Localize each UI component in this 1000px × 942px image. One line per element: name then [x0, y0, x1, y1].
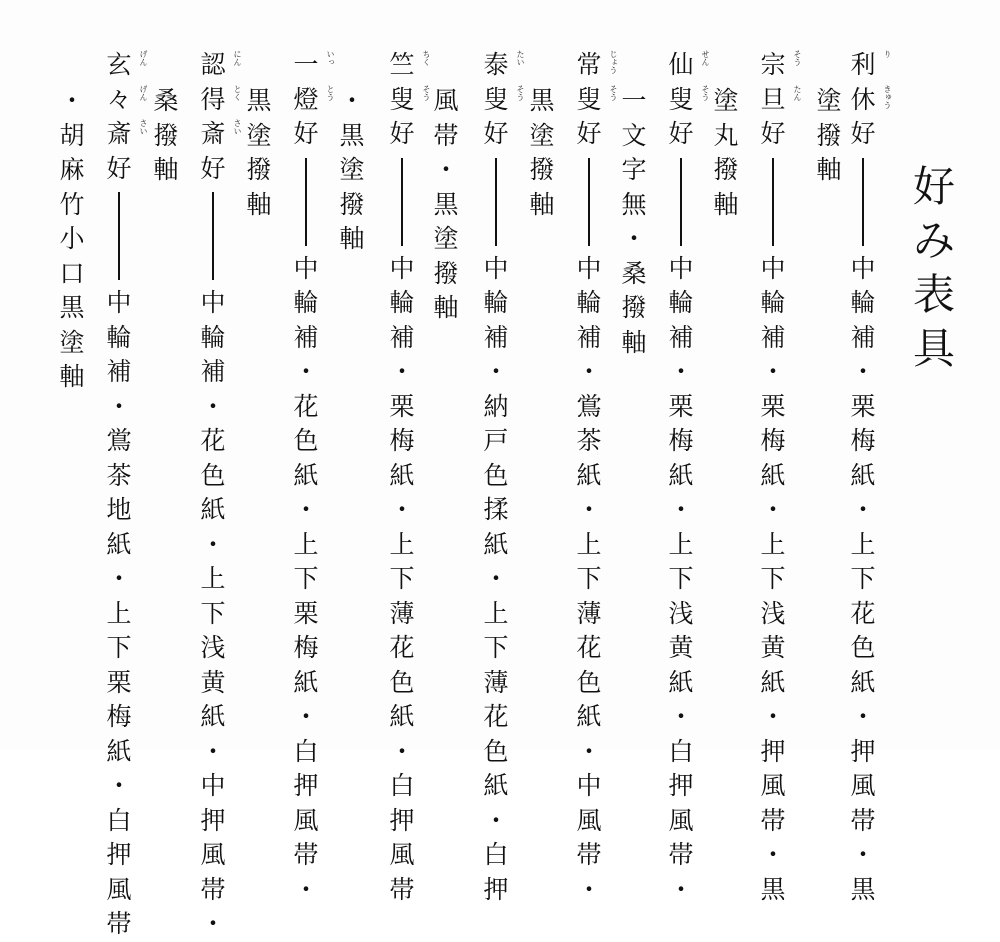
- text-char: 風: [389, 840, 415, 869]
- text-char: 輪: [668, 288, 694, 317]
- text-char: 字: [621, 155, 647, 184]
- text-char: 下: [200, 598, 226, 628]
- text-char: 紙: [576, 702, 602, 731]
- text-char: 紙: [293, 667, 319, 697]
- text-char: 上: [483, 598, 509, 628]
- text-char: 下: [850, 564, 876, 593]
- text-char: 花: [293, 391, 319, 421]
- long-dash: [103, 186, 135, 286]
- long-dash: [480, 152, 512, 252]
- text-char: 色: [850, 633, 876, 662]
- text-char: 文: [621, 120, 647, 150]
- text-char: 浅: [668, 598, 694, 628]
- text-char: 梅: [293, 633, 319, 662]
- text-char: 軸: [246, 189, 272, 219]
- text-char: 下: [106, 633, 132, 662]
- text-char: 白: [668, 736, 694, 766]
- furigana: たん: [793, 84, 802, 101]
- text-char: 斎 さい: [106, 119, 148, 148]
- text-char: 輪: [483, 288, 509, 317]
- text-char: 黄: [200, 667, 226, 697]
- text-char: 鴬: [106, 426, 132, 455]
- text-char: 白: [106, 805, 132, 835]
- text-char: 黒: [850, 874, 876, 904]
- text-char: 輪: [200, 322, 226, 352]
- text-char: 梅: [668, 426, 694, 455]
- text-column: [336, 84, 368, 257]
- text-char: 塗: [433, 224, 459, 253]
- text-char: 好: [576, 119, 602, 148]
- text-column: [103, 48, 148, 942]
- text-char: ・: [576, 495, 602, 524]
- text-column: [56, 84, 88, 395]
- text-char: 補: [668, 322, 694, 352]
- text-char: 無: [621, 189, 647, 219]
- text-char: 薄: [389, 598, 415, 628]
- furigana: そう: [609, 84, 618, 101]
- text-char: 麻: [59, 155, 85, 184]
- text-char: 浅: [760, 598, 786, 628]
- text-char: 白: [483, 840, 509, 869]
- text-char: 紙: [483, 529, 509, 559]
- text-char: 軸: [433, 293, 459, 322]
- text-char: 軸: [153, 155, 179, 184]
- text-char: 好: [106, 153, 132, 183]
- text-char: ・: [200, 391, 226, 421]
- title-char: 具: [912, 324, 957, 373]
- text-char: ・: [293, 702, 319, 731]
- text-column: [290, 48, 335, 907]
- furigana: げん: [139, 84, 148, 101]
- text-char: 紙: [106, 529, 132, 559]
- text-char: 利 り: [850, 50, 892, 79]
- text-char: 小: [59, 224, 85, 253]
- long-dash: [847, 152, 879, 252]
- text-char: ・: [668, 357, 694, 386]
- text-char: 輪: [293, 288, 319, 317]
- furigana: きゅう: [883, 84, 892, 109]
- text-char: ・: [293, 874, 319, 904]
- text-char: 一: [621, 86, 647, 115]
- text-char: 軸: [339, 224, 365, 253]
- text-char: 輪: [760, 288, 786, 317]
- text-column: [386, 48, 431, 907]
- text-char: 風: [760, 771, 786, 800]
- text-char: 栗: [668, 391, 694, 421]
- long-dash: [386, 152, 418, 252]
- text-char: 押: [483, 874, 509, 904]
- text-char: 風: [106, 874, 132, 904]
- text-char: 納: [483, 391, 509, 421]
- text-char: 常 じょう: [576, 50, 618, 79]
- furigana: たい: [516, 50, 525, 66]
- text-char: 風: [850, 771, 876, 800]
- text-column: [813, 84, 845, 188]
- text-char: 補: [850, 322, 876, 352]
- text-char: ・: [483, 805, 509, 835]
- text-char: 帯: [293, 840, 319, 869]
- text-char: 中: [668, 253, 694, 283]
- text-char: 上: [200, 564, 226, 593]
- text-char: ・: [433, 155, 459, 184]
- text-char: 中: [576, 253, 602, 283]
- text-char: 梅: [106, 702, 132, 731]
- text-char: 紙: [106, 736, 132, 766]
- text-char: ・: [59, 86, 85, 115]
- text-char: 中: [389, 253, 415, 283]
- text-column: [710, 84, 742, 222]
- text-char: 一 いっ: [293, 50, 335, 79]
- text-char: ・: [668, 874, 694, 904]
- text-char: ・: [621, 224, 647, 253]
- text-char: 押: [760, 736, 786, 766]
- text-char: 帯: [850, 805, 876, 835]
- text-char: 下: [760, 564, 786, 593]
- text-char: 中: [483, 253, 509, 283]
- text-char: 塗: [246, 120, 272, 150]
- text-char: 撥: [433, 258, 459, 288]
- long-dash: [197, 186, 229, 286]
- title-char: 表: [912, 270, 957, 319]
- furigana: げん: [139, 50, 148, 66]
- text-char: 戸: [483, 426, 509, 455]
- text-char: 風: [668, 805, 694, 835]
- text-char: 黒: [246, 86, 272, 115]
- text-char: 塗: [339, 155, 365, 184]
- text-char: 下: [389, 564, 415, 593]
- text-char: 旦 たん: [760, 84, 802, 114]
- long-dash: [290, 152, 322, 252]
- text-char: 竺 ちく: [389, 50, 431, 79]
- text-column: [618, 84, 650, 360]
- text-char: 認 にん: [200, 50, 242, 79]
- text-char: ・: [850, 357, 876, 386]
- furigana: さい: [233, 119, 242, 135]
- text-char: 宗 そう: [760, 50, 802, 79]
- text-char: 中: [293, 253, 319, 283]
- text-char: 下: [576, 564, 602, 593]
- text-char: 丸: [713, 120, 739, 150]
- text-char: 補: [293, 322, 319, 352]
- text-char: 下: [483, 633, 509, 662]
- text-char: 撥: [339, 189, 365, 219]
- text-char: ・: [389, 736, 415, 766]
- text-char: 撥: [713, 155, 739, 184]
- text-char: 上: [760, 529, 786, 559]
- text-char: 押: [668, 771, 694, 800]
- text-char: 帯: [200, 874, 226, 904]
- text-char: ・: [576, 357, 602, 386]
- text-char: 撥: [246, 155, 272, 184]
- text-column: [197, 48, 242, 942]
- text-char: 補: [200, 357, 226, 386]
- furigana: とく: [233, 84, 242, 101]
- text-char: 補: [576, 322, 602, 352]
- text-char: 塗: [816, 86, 842, 115]
- furigana: いっ: [326, 50, 335, 66]
- text-char: 叟 そう: [389, 84, 431, 114]
- text-char: 上: [293, 529, 319, 559]
- text-char: 薄: [483, 667, 509, 697]
- text-column: [526, 84, 558, 222]
- text-char: 中: [200, 288, 226, 317]
- text-char: 補: [106, 357, 132, 386]
- text-char: ・: [483, 564, 509, 593]
- text-char: ・: [483, 357, 509, 386]
- text-char: 撥: [153, 120, 179, 150]
- text-char: 上: [389, 529, 415, 559]
- text-char: 栗: [106, 667, 132, 697]
- text-char: 撥: [816, 120, 842, 150]
- text-char: ・: [760, 702, 786, 731]
- text-column: [430, 84, 462, 326]
- text-char: 色: [576, 667, 602, 697]
- text-char: 黄: [760, 633, 786, 662]
- text-char: ・: [850, 702, 876, 731]
- text-char: ・: [200, 529, 226, 559]
- text-char: 好: [389, 119, 415, 148]
- text-char: 風: [200, 840, 226, 869]
- text-char: 紙: [293, 460, 319, 490]
- text-char: ・: [576, 736, 602, 766]
- text-char: 色: [293, 426, 319, 455]
- text-char: 輪: [389, 288, 415, 317]
- text-char: 黒: [529, 86, 555, 115]
- text-char: 輪: [576, 288, 602, 317]
- text-char: 中: [760, 253, 786, 283]
- text-char: 紙: [576, 460, 602, 490]
- text-char: 中: [200, 771, 226, 800]
- text-char: 軸: [59, 362, 85, 391]
- text-char: ・: [668, 702, 694, 731]
- furigana: そう: [793, 50, 802, 66]
- text-char: 花: [483, 702, 509, 731]
- text-char: 口: [59, 258, 85, 288]
- text-char: ・: [106, 771, 132, 800]
- furigana: せん: [701, 50, 710, 66]
- text-char: 紙: [483, 771, 509, 800]
- text-char: ・: [576, 874, 602, 904]
- text-char: ・: [389, 357, 415, 386]
- text-char: 梅: [760, 426, 786, 455]
- text-char: 梅: [850, 426, 876, 455]
- text-char: 叟 そう: [483, 84, 525, 114]
- text-char: 々 げん: [106, 84, 148, 114]
- title-char: 好: [912, 162, 957, 211]
- text-char: 押: [850, 736, 876, 766]
- furigana: り: [883, 50, 892, 58]
- text-char: 得 とく: [200, 84, 242, 114]
- text-char: ・: [339, 86, 365, 115]
- text-char: 黄: [668, 633, 694, 662]
- long-dash: [573, 152, 605, 252]
- text-char: 薄: [576, 598, 602, 628]
- text-char: 紙: [850, 460, 876, 490]
- text-column: [243, 84, 275, 222]
- text-column: [573, 48, 618, 907]
- text-char: 押: [293, 771, 319, 800]
- text-char: 茶: [106, 460, 132, 490]
- text-char: 白: [389, 771, 415, 800]
- text-char: 帯: [106, 909, 132, 938]
- text-char: ・: [200, 909, 226, 938]
- text-char: ・: [760, 357, 786, 386]
- text-char: 桑: [153, 86, 179, 115]
- text-char: 押: [389, 805, 415, 835]
- furigana: にん: [233, 50, 242, 66]
- text-char: 好: [760, 119, 786, 148]
- text-char: 仙 せん: [668, 50, 710, 79]
- text-char: 帯: [433, 120, 459, 150]
- text-char: 紙: [850, 667, 876, 697]
- text-char: 地: [106, 495, 132, 524]
- text-char: 斎 さい: [200, 119, 242, 148]
- text-char: 花: [850, 598, 876, 628]
- text-char: 風: [433, 86, 459, 115]
- text-char: 軸: [713, 189, 739, 219]
- text-column: [150, 84, 182, 188]
- text-char: ・: [106, 391, 132, 421]
- text-char: 胡: [59, 120, 85, 150]
- text-char: 軸: [529, 189, 555, 219]
- text-char: ・: [106, 564, 132, 593]
- text-char: 黒: [433, 189, 459, 219]
- text-column: [665, 48, 710, 907]
- text-char: ・: [760, 495, 786, 524]
- text-char: 桑: [621, 258, 647, 288]
- text-char: 上: [850, 529, 876, 559]
- text-column: [757, 48, 802, 907]
- text-char: 風: [293, 805, 319, 835]
- text-char: 押: [106, 840, 132, 869]
- text-char: 梅: [389, 426, 415, 455]
- text-char: 中: [576, 771, 602, 800]
- text-char: 叟 そう: [668, 84, 710, 114]
- text-char: 栗: [850, 391, 876, 421]
- text-char: 上: [668, 529, 694, 559]
- text-char: 黒: [59, 293, 85, 322]
- text-char: ・: [293, 357, 319, 386]
- text-char: 紙: [668, 460, 694, 490]
- page-title: [905, 160, 965, 376]
- text-char: ・: [389, 495, 415, 524]
- text-char: 好: [668, 119, 694, 148]
- text-char: 好: [483, 119, 509, 148]
- text-char: 輪: [850, 288, 876, 317]
- text-char: 花: [200, 426, 226, 455]
- text-char: 上: [106, 598, 132, 628]
- text-char: 輪: [106, 322, 132, 352]
- text-char: ・: [760, 840, 786, 869]
- text-char: ・: [200, 736, 226, 766]
- text-char: 竹: [59, 189, 85, 219]
- text-char: 上: [576, 529, 602, 559]
- text-char: ・: [293, 495, 319, 524]
- text-char: 色: [483, 460, 509, 490]
- furigana: そう: [701, 84, 710, 101]
- text-char: 叟 そう: [576, 84, 618, 114]
- text-char: 軸: [621, 327, 647, 357]
- text-char: 撥: [529, 155, 555, 184]
- text-char: 帯: [668, 840, 694, 869]
- text-char: 栗: [389, 391, 415, 421]
- text-char: 帯: [389, 874, 415, 904]
- text-char: 軸: [816, 155, 842, 184]
- text-char: 好: [850, 119, 876, 148]
- text-char: 燈 とう: [293, 84, 335, 114]
- text-char: 下: [293, 564, 319, 593]
- text-char: ・: [850, 495, 876, 524]
- text-char: 補: [389, 322, 415, 352]
- text-char: ・: [850, 840, 876, 869]
- text-char: 泰 たい: [483, 50, 525, 79]
- title-char: み: [912, 216, 957, 265]
- text-char: 紙: [389, 460, 415, 490]
- text-char: 塗: [529, 120, 555, 150]
- text-char: 鴬: [576, 391, 602, 421]
- text-char: 色: [200, 460, 226, 490]
- text-char: 黒: [339, 120, 365, 150]
- long-dash: [665, 152, 697, 252]
- text-char: 紙: [760, 460, 786, 490]
- text-char: 補: [760, 322, 786, 352]
- text-char: 塗: [713, 86, 739, 115]
- furigana: そう: [422, 84, 431, 101]
- text-char: 風: [576, 805, 602, 835]
- text-char: 花: [576, 633, 602, 662]
- text-char: 中: [106, 288, 132, 317]
- text-char: 茶: [576, 426, 602, 455]
- text-char: 帯: [576, 840, 602, 869]
- text-char: 休 きゅう: [850, 84, 892, 114]
- furigana: とう: [326, 84, 335, 101]
- text-char: 栗: [293, 598, 319, 628]
- text-column: [847, 48, 892, 907]
- text-char: 色: [483, 736, 509, 766]
- text-char: 好: [200, 153, 226, 183]
- text-char: 栗: [760, 391, 786, 421]
- furigana: じょう: [609, 50, 618, 74]
- text-char: 好: [293, 119, 319, 148]
- furigana: ちく: [422, 50, 431, 66]
- text-char: 揉: [483, 495, 509, 524]
- text-char: 補: [483, 322, 509, 352]
- text-char: 紙: [200, 702, 226, 731]
- text-char: 押: [200, 805, 226, 835]
- text-char: 紙: [760, 667, 786, 697]
- text-char: 下: [668, 564, 694, 593]
- text-char: 紙: [200, 495, 226, 524]
- text-char: ・: [668, 495, 694, 524]
- text-char: 浅: [200, 633, 226, 662]
- text-char: 撥: [621, 293, 647, 322]
- furigana: さい: [139, 119, 148, 135]
- text-char: 玄 げん: [106, 50, 148, 79]
- text-column: [480, 48, 525, 907]
- text-char: 白: [293, 736, 319, 766]
- text-char: 色: [389, 667, 415, 697]
- text-char: 紙: [668, 667, 694, 697]
- text-char: 塗: [59, 327, 85, 357]
- long-dash: [757, 152, 789, 252]
- text-char: 黒: [760, 874, 786, 904]
- text-char: 中: [850, 253, 876, 283]
- text-char: 帯: [760, 805, 786, 835]
- text-char: 紙: [389, 702, 415, 731]
- furigana: そう: [516, 84, 525, 101]
- text-char: 花: [389, 633, 415, 662]
